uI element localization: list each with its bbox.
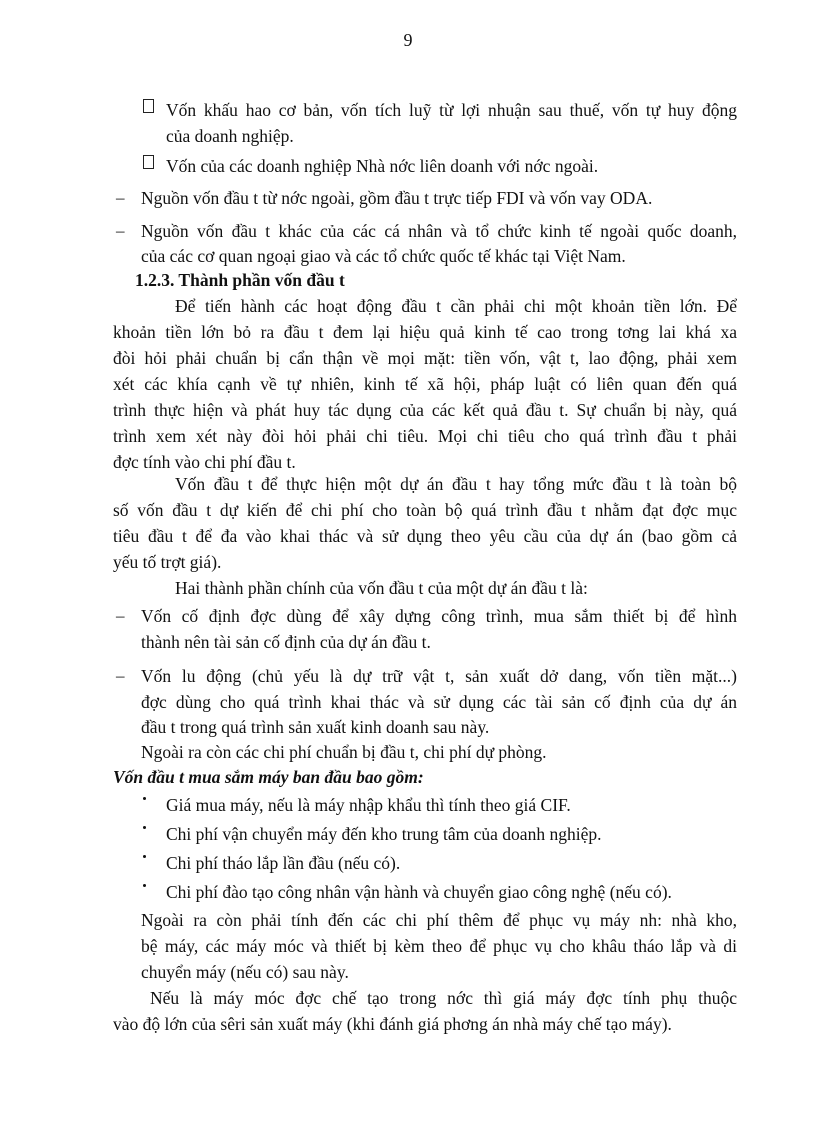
bullet-item-2: Chi phí vận chuyển máy đến kho trung tâm của doanh nghiệp.: [166, 824, 602, 844]
sub-item-2-line-1: Vốn của các doanh nghiệp Nhà nớc liên doanh với nớc ngoài.: [166, 156, 599, 176]
dash-bullet-icon: –: [116, 666, 125, 685]
bullet-item-4: Chi phí đào tạo công nhân vận hành và chuyển giao công nghệ (nếu có).: [166, 882, 672, 902]
bullet-item-3: Chi phí tháo lắp lần đầu (nếu có).: [166, 853, 401, 873]
bullet-dot-icon: [143, 855, 146, 858]
section-heading: 1.2.3. Thành phần vốn đầu t: [135, 270, 345, 290]
sub-item-1-line-2: của doanh nghiệp.: [166, 126, 294, 146]
para1-line-5: trình thực hiện và phát huy tác dụng của các kết quả đầu t. Sự chuẩn bị này, quá: [113, 400, 737, 420]
capital-fixed-line-2: thành nên tài sản cố định của dự án đầu t.: [141, 632, 431, 652]
dash-item-2-line-1: Nguồn vốn đầu t khác của các cá nhân và tổ chức kinh tế ngoài quốc doanh,: [141, 221, 737, 241]
para6-line-1: Nếu là máy móc đợc chế tạo trong nớc thì giá máy đợc tính phụ thuộc: [150, 988, 737, 1008]
para1-line-1: Để tiến hành các hoạt động đầu t cần phải chi một khoản tiền lớn. Để: [175, 296, 737, 316]
para2-line-4: yếu tố trợt giá).: [113, 552, 222, 572]
para1-line-2: khoản tiền lớn bỏ ra đầu t đem lại hiệu quả kinh tế cao trong tơng lai khá xa: [113, 322, 737, 342]
bullet-dot-icon: [143, 826, 146, 829]
capital-working-line-1: Vốn lu động (chủ yếu là dự trữ vật t, sản xuất dở dang, vốn tiền mặt...): [141, 666, 737, 686]
para2-line-3: tiêu đầu t để đa vào khai thác và sử dụng theo yêu cầu của dự án (bao gồm cả: [113, 526, 737, 546]
para1-line-3: đòi hỏi phải chuẩn bị cẩn thận về mọi mặt: tiền vốn, vật t, lao động, phải xem: [113, 348, 737, 368]
page-number: 9: [403, 30, 413, 50]
para5-line-1: Ngoài ra còn phải tính đến các chi phí thêm để phục vụ máy nh: nhà kho,: [141, 910, 737, 930]
sub-item-1-line-1: Vốn khấu hao cơ bản, vốn tích luỹ từ lợi nhuận sau thuế, vốn tự huy động: [166, 100, 737, 120]
bullet-dot-icon: [143, 797, 146, 800]
dash-item-2-line-2: của các cơ quan ngoại giao và các tổ chức quốc tế khác tại Việt Nam.: [141, 246, 626, 266]
capital-working-line-3: đầu t trong quá trình sản xuất kinh doanh sau này.: [141, 717, 490, 737]
para4: Ngoài ra còn các chi phí chuẩn bị đầu t, chi phí dự phòng.: [141, 742, 547, 762]
dash-bullet-icon: –: [116, 221, 125, 240]
checkbox-bullet-icon: [143, 155, 154, 169]
para2-line-2: số vốn đầu t dự kiến để chi phí cho toàn bộ quá trình đầu t nhằm đạt đợc mục: [113, 500, 737, 520]
dash-bullet-icon: –: [116, 606, 125, 625]
para1-line-6: trình xem xét này đòi hỏi phải chi tiêu. Mọi chi tiêu cho quá trình đầu t phải: [113, 426, 737, 446]
para3: Hai thành phần chính của vốn đầu t của một dự án đầu t là:: [175, 578, 588, 598]
dash-item-1: Nguồn vốn đầu t từ nớc ngoài, gồm đầu t trực tiếp FDI và vốn vay ODA.: [141, 188, 653, 208]
italic-heading: Vốn đầu t mua sắm máy ban đầu bao gồm:: [113, 767, 424, 787]
bullet-item-1: Giá mua máy, nếu là máy nhập khẩu thì tính theo giá CIF.: [166, 795, 571, 815]
para5-line-2: bệ máy, các máy móc và thiết bị kèm theo để phục vụ cho khâu tháo lắp và di: [141, 936, 737, 956]
para1-line-4: xét các khía cạnh về tự nhiên, kinh tế xã hội, pháp luật có liên quan đến quá: [113, 374, 737, 394]
para1-line-7: đợc tính vào chi phí đầu t.: [113, 452, 296, 472]
bullet-dot-icon: [143, 884, 146, 887]
dash-bullet-icon: –: [116, 188, 125, 207]
para2-line-1: Vốn đầu t để thực hiện một dự án đầu t hay tổng mức đầu t là toàn bộ: [175, 474, 737, 494]
para6-line-2: vào độ lớn của sêri sản xuất máy (khi đánh giá phơng án nhà máy chế tạo máy).: [113, 1014, 672, 1034]
para5-line-3: chuyển máy (nếu có) sau này.: [141, 962, 349, 982]
capital-fixed-line-1: Vốn cố định đợc dùng để xây dựng công trình, mua sắm thiết bị để hình: [141, 606, 737, 626]
checkbox-bullet-icon: [143, 99, 154, 113]
capital-working-line-2: đợc dùng cho quá trình khai thác và sử dụng các tài sản cố định của dự án: [141, 692, 737, 712]
